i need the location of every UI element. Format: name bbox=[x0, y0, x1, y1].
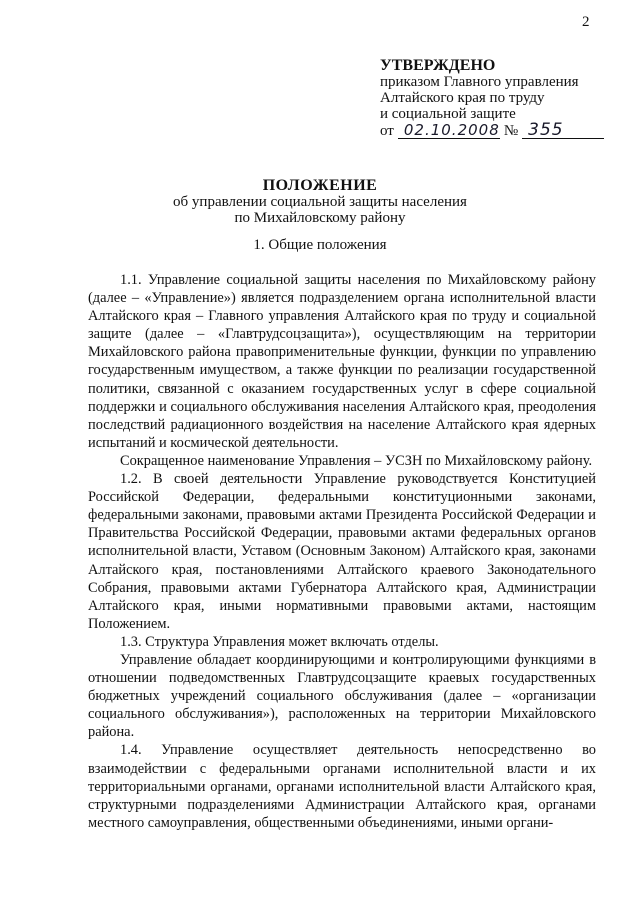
paragraph-coordination: Управление обладает координирующими и контролирующими функциями в отношении подведомственных Главтрудсоцзащите краевых государственных бюджетных учреждений социального обслуживания (далее – «организации социального обслуживания»), расположенных на территории Михайловского района. bbox=[88, 651, 596, 741]
approval-line-1: приказом Главного управления bbox=[380, 74, 579, 90]
document-subtitle-line-2: по Михайловскому району bbox=[234, 210, 406, 226]
paragraph-1-2: 1.2. В своей деятельности Управление руководствуется Конституцией Российской Федерации, федеральными конституционными законами, федеральными законами, правовыми актами Президента Российской Федерации и Правительства Российской Федерации, правовыми актами федеральных органов исполнительной власти, Уставом (Основным Законом) Алтайского края, законами Алтайского края, постановлениями Алтайского краевого Законодательного Собрания, правовыми актами Губернатора Алтайского края, Администрации Алтайского края, иными нормативными правовыми актами, настоящим Положением. bbox=[88, 471, 596, 632]
document-title-block bbox=[0, 178, 640, 226]
handwritten-number: 355 bbox=[522, 122, 604, 139]
document-body bbox=[88, 271, 596, 832]
approval-line-2: Алтайского края по труду bbox=[380, 90, 545, 106]
section-heading: 1. Общие положения bbox=[253, 237, 387, 253]
paragraph-1-4: 1.4. Управление осуществляет деятельность непосредственно во взаимодействии с федеральными органами исполнительной власти и их территориальными органами, органами исполнительной власти Алтайского края, структурными подразделениями Администрации Алтайского края, органами местного самоуправления, общественными объединениями, иными органи- bbox=[88, 742, 596, 831]
approval-heading: УТВЕРЖДЕНО bbox=[380, 57, 496, 74]
document-title: ПОЛОЖЕНИЕ bbox=[262, 177, 378, 194]
document-subtitle-line-1: об управлении социальной защиты населения bbox=[173, 194, 467, 210]
approval-date-line bbox=[380, 122, 604, 139]
paragraph-short-name: Сокращенное наименование Управления – УСЗН по Михайловскому району. bbox=[120, 452, 593, 469]
approval-stamp bbox=[380, 58, 604, 139]
paragraph-1-3: 1.3. Структура Управления может включать отделы. bbox=[120, 633, 439, 650]
number-prefix: № bbox=[503, 123, 519, 139]
handwritten-date: 02.10.2008 bbox=[398, 122, 500, 139]
approval-line-3: и социальной защите bbox=[380, 106, 516, 122]
paragraph-1-1: 1.1. Управление социальной защиты населения по Михайловскому району (далее – «Управление») является подразделением органа исполнительной власти Алтайского края – Главного управления Алтайского края по труду и социальной защите (далее – «Главтрудсоцзащита»), осуществляющим на территории Михайловского района правоприменительные функции, функции по управлению государственным имуществом, а также функции по реализации государственной политики, связанной с оказанием государственных услуг в сфере социальной поддержки и социального обслуживания населения Алтайского края, преодоления последствий радиационного воздействия на население Алтайского края ядерных испытаний и космической деятельности. bbox=[88, 272, 596, 451]
date-prefix: от bbox=[380, 123, 394, 139]
page-number: 2 bbox=[582, 14, 590, 30]
